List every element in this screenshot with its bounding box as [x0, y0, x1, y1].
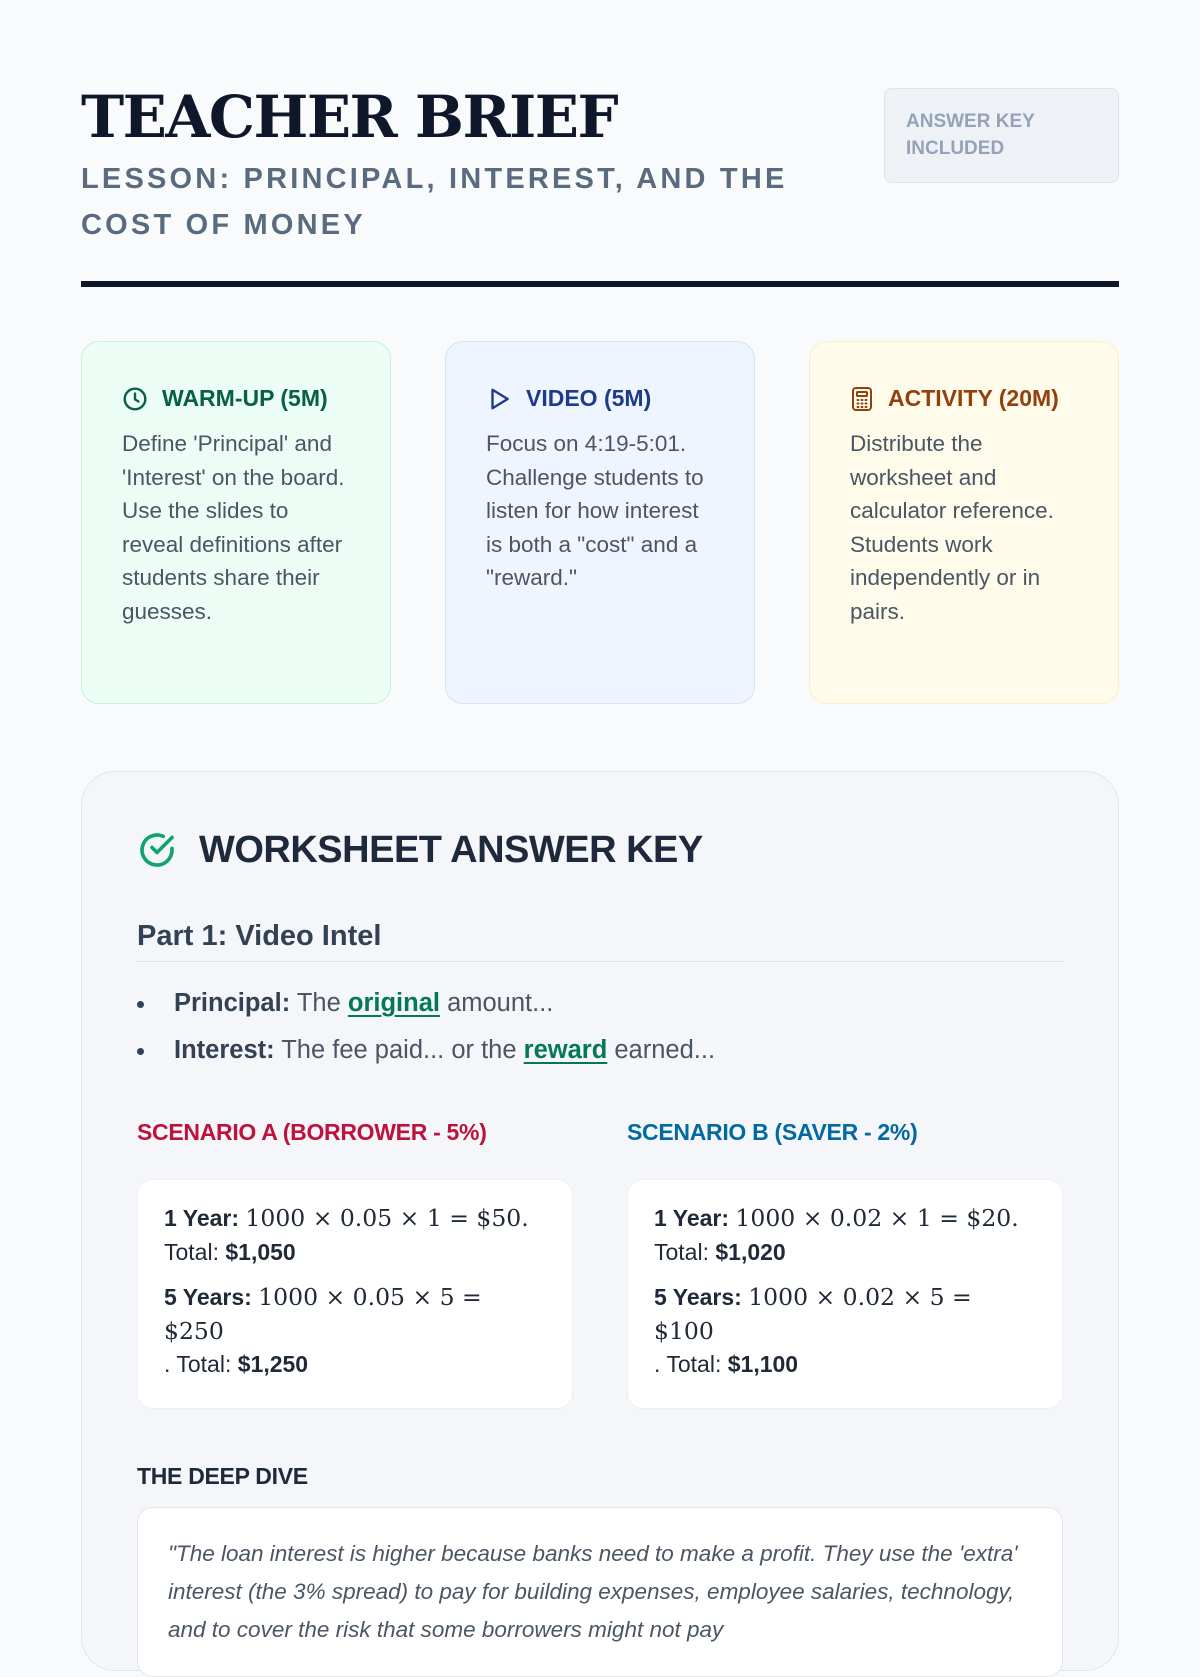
scenarios [137, 1116, 1063, 1409]
clock-icon [122, 386, 148, 412]
calc-line [164, 1202, 547, 1269]
lesson-phases [81, 341, 1119, 704]
header-divider [81, 281, 1119, 287]
video-text: Focus on 4:19-5:01. Challenge students to listen for how interest is both a "cost" and a "reward." [486, 431, 704, 590]
answer-key-heading [137, 830, 1063, 870]
video-heading [486, 382, 714, 415]
total-value: $1,020 [715, 1238, 786, 1265]
video-title: VIDEO (5M) [526, 385, 652, 411]
calc-line [654, 1281, 1037, 1382]
total-label: Total: [164, 1238, 219, 1265]
definitions-list [137, 980, 1063, 1074]
warmup-title: WARM-UP (5M) [162, 385, 328, 411]
total-value: $1,050 [225, 1238, 296, 1265]
calc-label: 1 Year: [654, 1205, 730, 1231]
activity-title: ACTIVITY (20M) [888, 385, 1059, 411]
scenario-b [627, 1116, 1063, 1409]
part1-title: Part 1: Video Intel [137, 920, 1063, 962]
scenario-b-calculations [627, 1179, 1063, 1409]
calc-label: 5 Years: [654, 1284, 742, 1310]
definition-prefix: The [296, 989, 341, 1017]
calc-formula: 1000 × 0.02 × 1 = $20. [735, 1204, 1019, 1232]
definition-suffix: earned... [614, 1036, 716, 1064]
warmup-card [81, 341, 391, 704]
scenario-a [137, 1116, 573, 1409]
answer-word: reward [523, 1036, 608, 1064]
total-value: $1,100 [727, 1351, 799, 1377]
deep-dive-title: THE DEEP DIVE [137, 1462, 308, 1489]
activity-text: Distribute the worksheet and calculator reference. Students work independently or in pairs. [850, 431, 1054, 624]
answer-key-title: WORKSHEET ANSWER KEY [199, 829, 703, 871]
term-label: Principal: [174, 989, 291, 1017]
definition-suffix: amount... [447, 989, 554, 1017]
total-label: . Total: [164, 1351, 232, 1377]
activity-card [809, 341, 1119, 704]
video-card [445, 341, 755, 704]
total-label: . Total: [654, 1351, 722, 1377]
calculator-icon [850, 386, 874, 412]
answer-word: original [347, 989, 440, 1017]
scenario-a-calculations [137, 1179, 573, 1409]
brief-header [81, 83, 1119, 293]
answer-key-panel [81, 771, 1119, 1671]
activity-heading [850, 382, 1078, 415]
deep-dive-quote: "The loan interest is higher because banks need to make a profit. They use the 'extra' interest (the 3% spread) to pay for building expenses, employee salaries, technology, and to cover the risk that some borrowers might not pay [137, 1507, 1063, 1677]
lesson-subtitle: LESSON: PRINCIPAL, INTEREST, AND THE COST OF MONEY [81, 163, 788, 241]
calc-formula: 1000 × 0.05 × 1 = $50. [245, 1204, 529, 1232]
calc-line [654, 1202, 1037, 1269]
warmup-text: Define 'Principal' and 'Interest' on the board. Use the slides to reveal definitions after students share their guesses. [122, 431, 345, 624]
definition-prefix: The fee paid... or the [281, 1036, 517, 1064]
list-item [137, 1027, 1063, 1074]
page-title: TEACHER BRIEF [81, 83, 618, 151]
calc-label: 1 Year: [164, 1205, 240, 1231]
total-label: Total: [654, 1238, 709, 1265]
answer-key-badge: ANSWER KEY INCLUDED [884, 88, 1119, 183]
total-value: $1,250 [237, 1351, 309, 1377]
calc-label: 5 Years: [164, 1284, 252, 1310]
calc-line [164, 1281, 547, 1382]
scenario-a-title: SCENARIO A (BORROWER - 5%) [137, 1119, 487, 1145]
warmup-heading [122, 382, 350, 415]
scenario-b-title: SCENARIO B (SAVER - 2%) [627, 1119, 918, 1145]
list-item [137, 980, 1063, 1027]
play-icon [486, 386, 512, 412]
check-circle-icon [137, 830, 177, 870]
term-label: Interest: [174, 1036, 275, 1064]
calc-formula: 1000 × 0.05 × 5 = $250 [164, 1283, 482, 1345]
calc-formula: 1000 × 0.02 × 5 = $100 [654, 1283, 972, 1345]
